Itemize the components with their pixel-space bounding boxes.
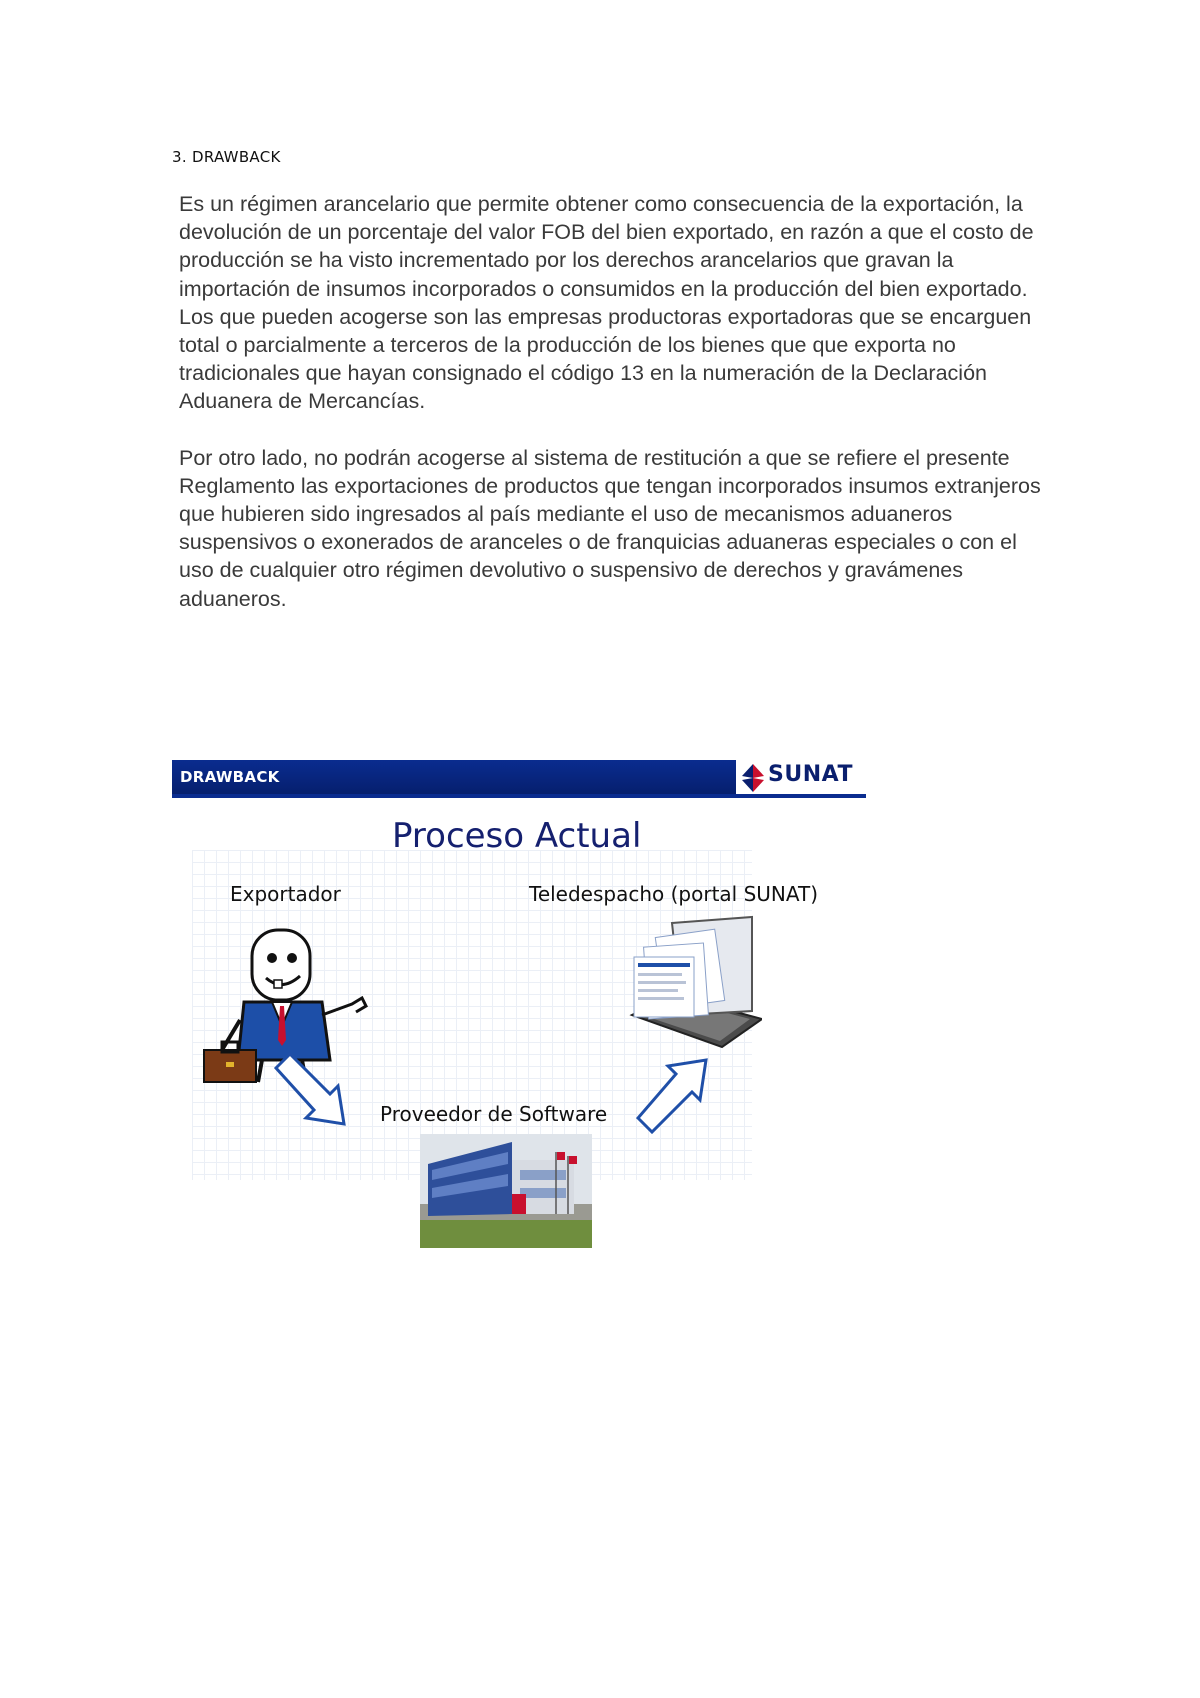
paragraph-definition: Es un régimen arancelario que permite obtener como consecuencia de la exportación, la devolución de un porcentaje del valor FOB del bien exportado, en razón a que el costo de producción se ha visto incrementado por los derechos arancelarios que gravan la importación de insumos incorporados o consumidos en la producción del bien exportado.: [179, 192, 1034, 301]
section-heading: 3. DRAWBACK: [172, 148, 281, 166]
arrow-down-right-icon: [272, 1050, 352, 1130]
process-slide-image: [172, 760, 866, 1250]
banner-label: DRAWBACK: [180, 768, 280, 786]
paragraph-eligibility: Los que pueden acogerse son las empresas productoras exportadoras que se encarguen total o parcialmente a terceros de la producción de los bienes que que exporta no tradicionales que hayan consignado el código 13 en la numeración de la Declaración Aduanera de Mercancías.: [179, 304, 1032, 414]
teledespacho-label: Teledespacho (portal SUNAT): [529, 882, 819, 906]
provider-label: Proveedor de Software: [380, 1102, 608, 1126]
body-text: [179, 190, 1049, 613]
arrow-up-right-icon: [634, 1052, 714, 1136]
exporter-label: Exportador: [230, 882, 341, 906]
slide-title: Proceso Actual: [392, 816, 642, 856]
building-photo: [420, 1134, 592, 1248]
sunat-logo-icon: [740, 762, 766, 794]
sunat-logo: [740, 762, 866, 794]
slide-banner: [172, 760, 736, 794]
logo-text: SUNAT: [768, 762, 853, 787]
paragraph-exclusions: Por otro lado, no podrán acogerse al sistema de restitución a que se refiere el presente Reglamento las exportaciones de productos que tengan incorporados insumos extranjeros que hubieren sido ingresados al país mediante el uso de mecanismos aduaneros suspensivos o exonerados de aranceles o de franquicias aduaneras especiales o con el uso de cualquier otro régimen devolutivo o suspensivo de derechos y gravámenes aduaneros.: [179, 445, 1041, 611]
banner-underline: [172, 794, 866, 798]
laptop-portal-illustration: [612, 915, 762, 1050]
